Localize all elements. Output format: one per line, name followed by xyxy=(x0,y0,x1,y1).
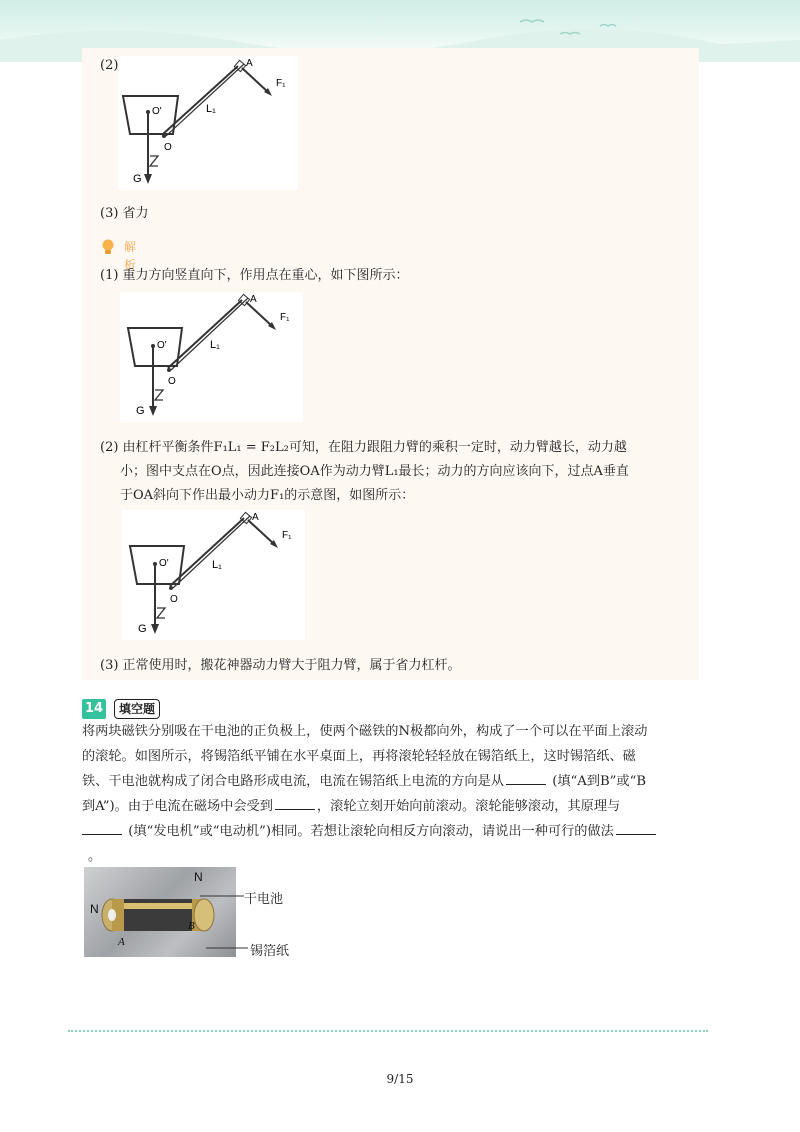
answer-item-3: (3) 省力 xyxy=(100,206,149,221)
lever-diagram xyxy=(120,292,303,422)
question-line-3-hint: (填“A到B”或“B xyxy=(552,774,647,789)
photo-label-a: A xyxy=(118,936,125,948)
lever-diagram xyxy=(122,510,305,640)
answer-blank-1[interactable] xyxy=(506,772,546,785)
lever-diagram xyxy=(118,56,298,190)
label-l1: L₁ xyxy=(212,559,222,571)
label-f1: F₁ xyxy=(282,530,292,541)
label-l1: L₁ xyxy=(206,103,216,115)
question-line-4-rest: ，滚轮立刻开始向前滚动。滚轮能够滚动，其原理与 xyxy=(316,799,621,814)
photo-label-n-right: N xyxy=(194,870,203,884)
question-line-1: 将两块磁铁分别吸在干电池的正负极上，使两个磁铁的N极都向外，构成了一个可以在平面上滚动 xyxy=(82,724,648,739)
photo-label-b: B xyxy=(188,920,195,932)
label-a: A xyxy=(250,294,257,305)
question-number-badge: 14 xyxy=(82,699,106,719)
analysis-p2-line3: 于OA斜向下作出最小动力F₁的示意图，如图所示： xyxy=(120,488,415,503)
label-o-prime: O' xyxy=(157,340,167,351)
lightbulb-icon xyxy=(100,238,116,256)
label-a: A xyxy=(246,58,253,69)
label-o: O xyxy=(168,376,176,387)
label-o-prime: O' xyxy=(159,558,169,569)
page-number: 9/15 xyxy=(386,1072,414,1086)
answer-blank-2[interactable] xyxy=(275,797,315,810)
label-o-prime: O' xyxy=(152,106,162,117)
label-battery: 干电池 xyxy=(244,892,284,907)
question-line-5-text: (填“发电机”或“电动机”)相同。若想让滚轮向相反方向滚动，请说出一种可行的做法 xyxy=(128,824,614,839)
lever-figure-1 xyxy=(118,56,298,190)
label-g: G xyxy=(133,173,142,185)
lever-figure-2 xyxy=(120,292,303,422)
label-f1: F₁ xyxy=(280,312,290,323)
analysis-p2-line2: 小；图中支点在O点，因此连接OA作为动力臂L₁最长；动力的方向应该向下，过点A垂直 xyxy=(120,464,629,479)
question-line-3 xyxy=(82,772,646,792)
lever-figure-3 xyxy=(122,510,305,640)
question-line-5 xyxy=(82,822,658,842)
label-g: G xyxy=(138,623,147,635)
label-foil: 锡箔纸 xyxy=(250,944,290,959)
label-o: O xyxy=(164,142,172,153)
label-l1: L₁ xyxy=(210,339,220,351)
photo-label-n-left: N xyxy=(90,902,99,916)
photo-leader-lines xyxy=(200,880,250,960)
question-line-4 xyxy=(82,797,620,817)
label-o: O xyxy=(170,594,178,605)
label-f1: F₁ xyxy=(276,78,286,89)
question-line-2: 的滚轮。如图所示，将锡箔纸平铺在水平桌面上，再将滚轮轻轻放在锡箔纸上，这时锡箔纸、磁 xyxy=(82,749,636,764)
answer-blank-3[interactable] xyxy=(82,822,122,835)
label-g: G xyxy=(136,405,145,417)
analysis-p3: (3) 正常使用时，搬花神器动力臂大于阻力臂，属于省力杠杆。 xyxy=(100,658,461,673)
answer-item-2: (2) xyxy=(100,58,119,73)
footer-divider xyxy=(68,1030,708,1032)
question-line-6: 。 xyxy=(88,849,102,864)
label-a: A xyxy=(252,512,259,523)
question-line-4-text: 到A”)。由于电流在磁场中会受到 xyxy=(82,799,273,814)
question-type-badge: 填空题 xyxy=(114,699,160,719)
analysis-p2-line1: (2) 由杠杆平衡条件F₁L₁ = F₂L₂可知，在阻力跟阻力臂的乘积一定时，动力臂越长，动力越 xyxy=(100,440,627,455)
answer-blank-4[interactable] xyxy=(616,822,656,835)
analysis-p1: (1) 重力方向竖直向下，作用点在重心，如下图所示： xyxy=(100,268,409,283)
question-line-3-text: 铁、干电池就构成了闭合电路形成电流，电流在锡箔纸上电流的方向是从 xyxy=(82,774,504,789)
analysis-label: 解析 xyxy=(124,240,137,272)
